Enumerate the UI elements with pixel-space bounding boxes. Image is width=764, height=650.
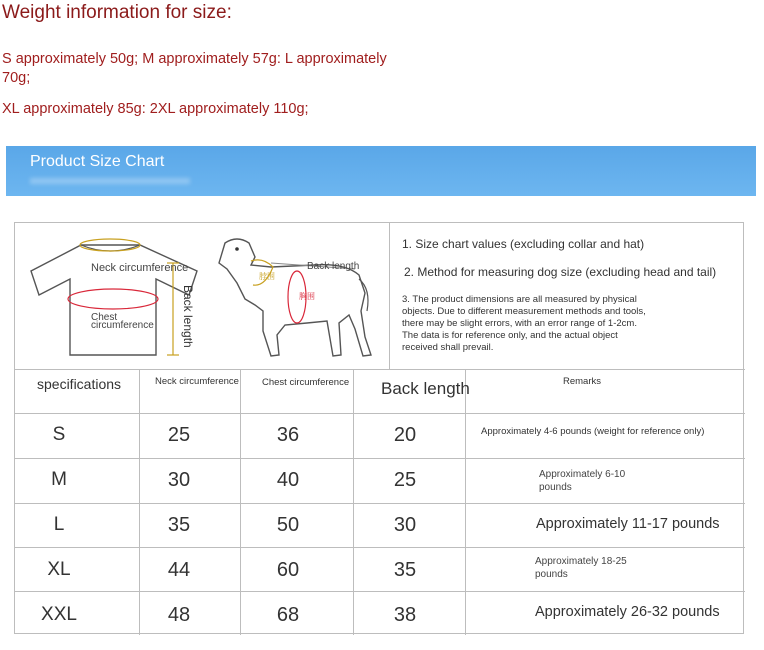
diagram-divider xyxy=(389,223,390,369)
weight-info-line-1: S approximately 50g; M approximately 57g: L approximately xyxy=(2,51,387,67)
column-divider-2 xyxy=(240,369,241,635)
chest-s: 36 xyxy=(276,424,300,446)
size-l: L xyxy=(53,514,65,535)
size-s: S xyxy=(52,424,66,445)
header-back-length: Back length xyxy=(381,379,470,398)
shirt-back-length-label: Back length xyxy=(181,285,195,348)
banner-blur-decoration xyxy=(30,178,190,184)
weight-info-title: Weight information for size: xyxy=(2,2,232,23)
banner-title: Product Size Chart xyxy=(30,153,165,170)
table-top-border xyxy=(15,369,745,370)
note-3-line-5: received shall prevail. xyxy=(402,342,494,353)
back-xl: 35 xyxy=(393,559,417,581)
neck-xxl: 48 xyxy=(167,604,191,626)
remarks-s: Approximately 4-6 pounds (weight for reference only) xyxy=(481,426,705,437)
back-m: 25 xyxy=(393,469,417,491)
row-border-2 xyxy=(15,503,745,504)
remarks-m-line-2: pounds xyxy=(539,482,572,493)
header-chest-circumference: Chest circumference xyxy=(262,377,350,388)
neck-xl: 44 xyxy=(167,559,191,581)
chest-xl: 60 xyxy=(276,559,300,581)
dog-back-length-label: Back length xyxy=(307,261,360,272)
measurement-diagram xyxy=(15,223,389,369)
note-3-line-1: 3. The product dimensions are all measured by physical xyxy=(402,294,637,305)
weight-info-line-3: XL approximately 85g: 2XL approximately 110g; xyxy=(2,101,309,117)
neck-m: 30 xyxy=(167,469,191,491)
header-remarks: Remarks xyxy=(563,376,602,387)
back-l: 30 xyxy=(393,514,417,536)
size-xl: XL xyxy=(47,559,71,580)
chest-xxl: 68 xyxy=(276,604,300,626)
back-s: 20 xyxy=(393,424,417,446)
row-border-1 xyxy=(15,458,745,459)
header-row-border xyxy=(15,413,745,414)
note-1: 1. Size chart values (excluding collar and hat) xyxy=(402,237,645,251)
back-xxl: 38 xyxy=(393,604,417,626)
size-xxl: XXL xyxy=(41,604,77,625)
column-divider-3 xyxy=(353,369,354,635)
size-chart-frame xyxy=(14,222,744,634)
note-3-line-3: there may be slight errors, with an error range of 1-2cm. xyxy=(402,318,637,329)
note-3-line-2: objects. Due to different measurement methods and tools, xyxy=(402,306,646,317)
header-specifications: specifications xyxy=(37,376,122,392)
neck-s: 25 xyxy=(167,424,191,446)
chest-circumference-label-line-2: circumference xyxy=(91,320,154,331)
header-neck-circumference: Neck circumference xyxy=(155,376,239,387)
shirt-and-dog-illustration xyxy=(15,223,389,369)
chest-m: 40 xyxy=(276,469,300,491)
remarks-xl-line-2: pounds xyxy=(535,569,568,580)
remarks-xxl: Approximately 26-32 pounds xyxy=(535,604,720,620)
remarks-l: Approximately 11-17 pounds xyxy=(536,516,720,532)
neck-l: 35 xyxy=(167,514,191,536)
dog-icon xyxy=(219,239,371,356)
product-size-chart-banner xyxy=(6,146,756,196)
column-divider-1 xyxy=(139,369,140,635)
column-divider-4 xyxy=(465,369,466,635)
row-border-4 xyxy=(15,591,745,592)
row-border-3 xyxy=(15,547,745,548)
size-m: M xyxy=(51,469,67,490)
shirt-icon xyxy=(31,239,197,355)
dog-chest-mark: 胸围 xyxy=(299,292,315,301)
neck-circumference-label: Neck circumference xyxy=(91,262,189,274)
note-2: 2. Method for measuring dog size (excluding head and tail) xyxy=(404,265,717,279)
chest-circumference-label-line-1: Chest xyxy=(91,312,118,323)
note-3-line-4: The data is for reference only, and the actual object xyxy=(402,330,618,341)
remarks-xl-line-1: Approximately 18-25 xyxy=(535,556,627,567)
weight-info-line-2: 70g; xyxy=(2,70,31,86)
dog-neck-mark: 脖围 xyxy=(259,272,275,281)
chest-l: 50 xyxy=(276,514,300,536)
remarks-m-line-1: Approximately 6-10 xyxy=(539,469,626,480)
